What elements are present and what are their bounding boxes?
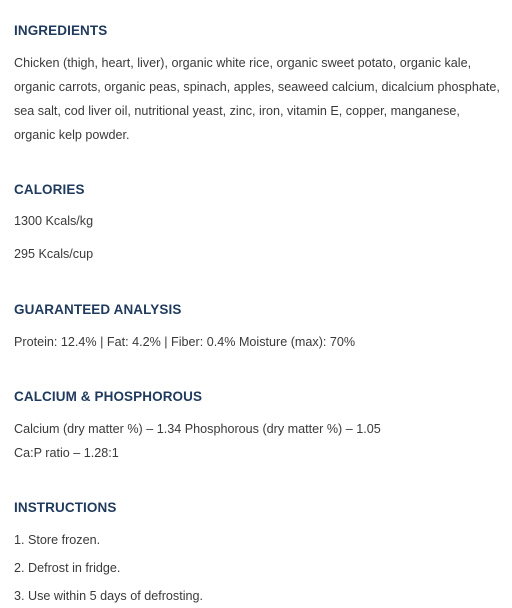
calories-per-cup: 295 Kcals/cup — [14, 247, 94, 261]
guaranteed-analysis-heading: GUARANTEED ANALYSIS — [14, 302, 182, 317]
instruction-step: 3. Use within 5 days of defrosting. — [14, 589, 204, 603]
calcium-phosphorous-ratio: Ca:P ratio – 1.28:1 — [14, 446, 119, 460]
guaranteed-analysis-text: Protein: 12.4% | Fat: 4.2% | Fiber: 0.4% Moisture (max): 70% — [14, 335, 356, 349]
calcium-phosphorous-heading: CALCIUM & PHOSPHOROUS — [14, 389, 203, 404]
ingredients-text: Chicken (thigh, heart, liver), organic white rice, organic sweet potato, organic kale, organic carrots, organic peas, spinach, apples, seaweed calcium, dicalcium phosphate, sea salt, cod liver oil, nutritional yeast, zinc, iron, vitamin E, copper, manganese, organic kelp powder. — [14, 56, 500, 142]
calcium-phosphorous-values: Calcium (dry matter %) – 1.34 Phosphorous (dry matter %) – 1.05 — [14, 422, 381, 436]
instruction-step: 1. Store frozen. — [14, 533, 101, 547]
calories-heading: CALORIES — [14, 182, 85, 197]
instructions-heading: INSTRUCTIONS — [14, 500, 117, 515]
ingredients-heading: INGREDIENTS — [14, 23, 108, 38]
calories-per-kg: 1300 Kcals/kg — [14, 214, 94, 228]
instruction-step: 2. Defrost in fridge. — [14, 561, 121, 575]
